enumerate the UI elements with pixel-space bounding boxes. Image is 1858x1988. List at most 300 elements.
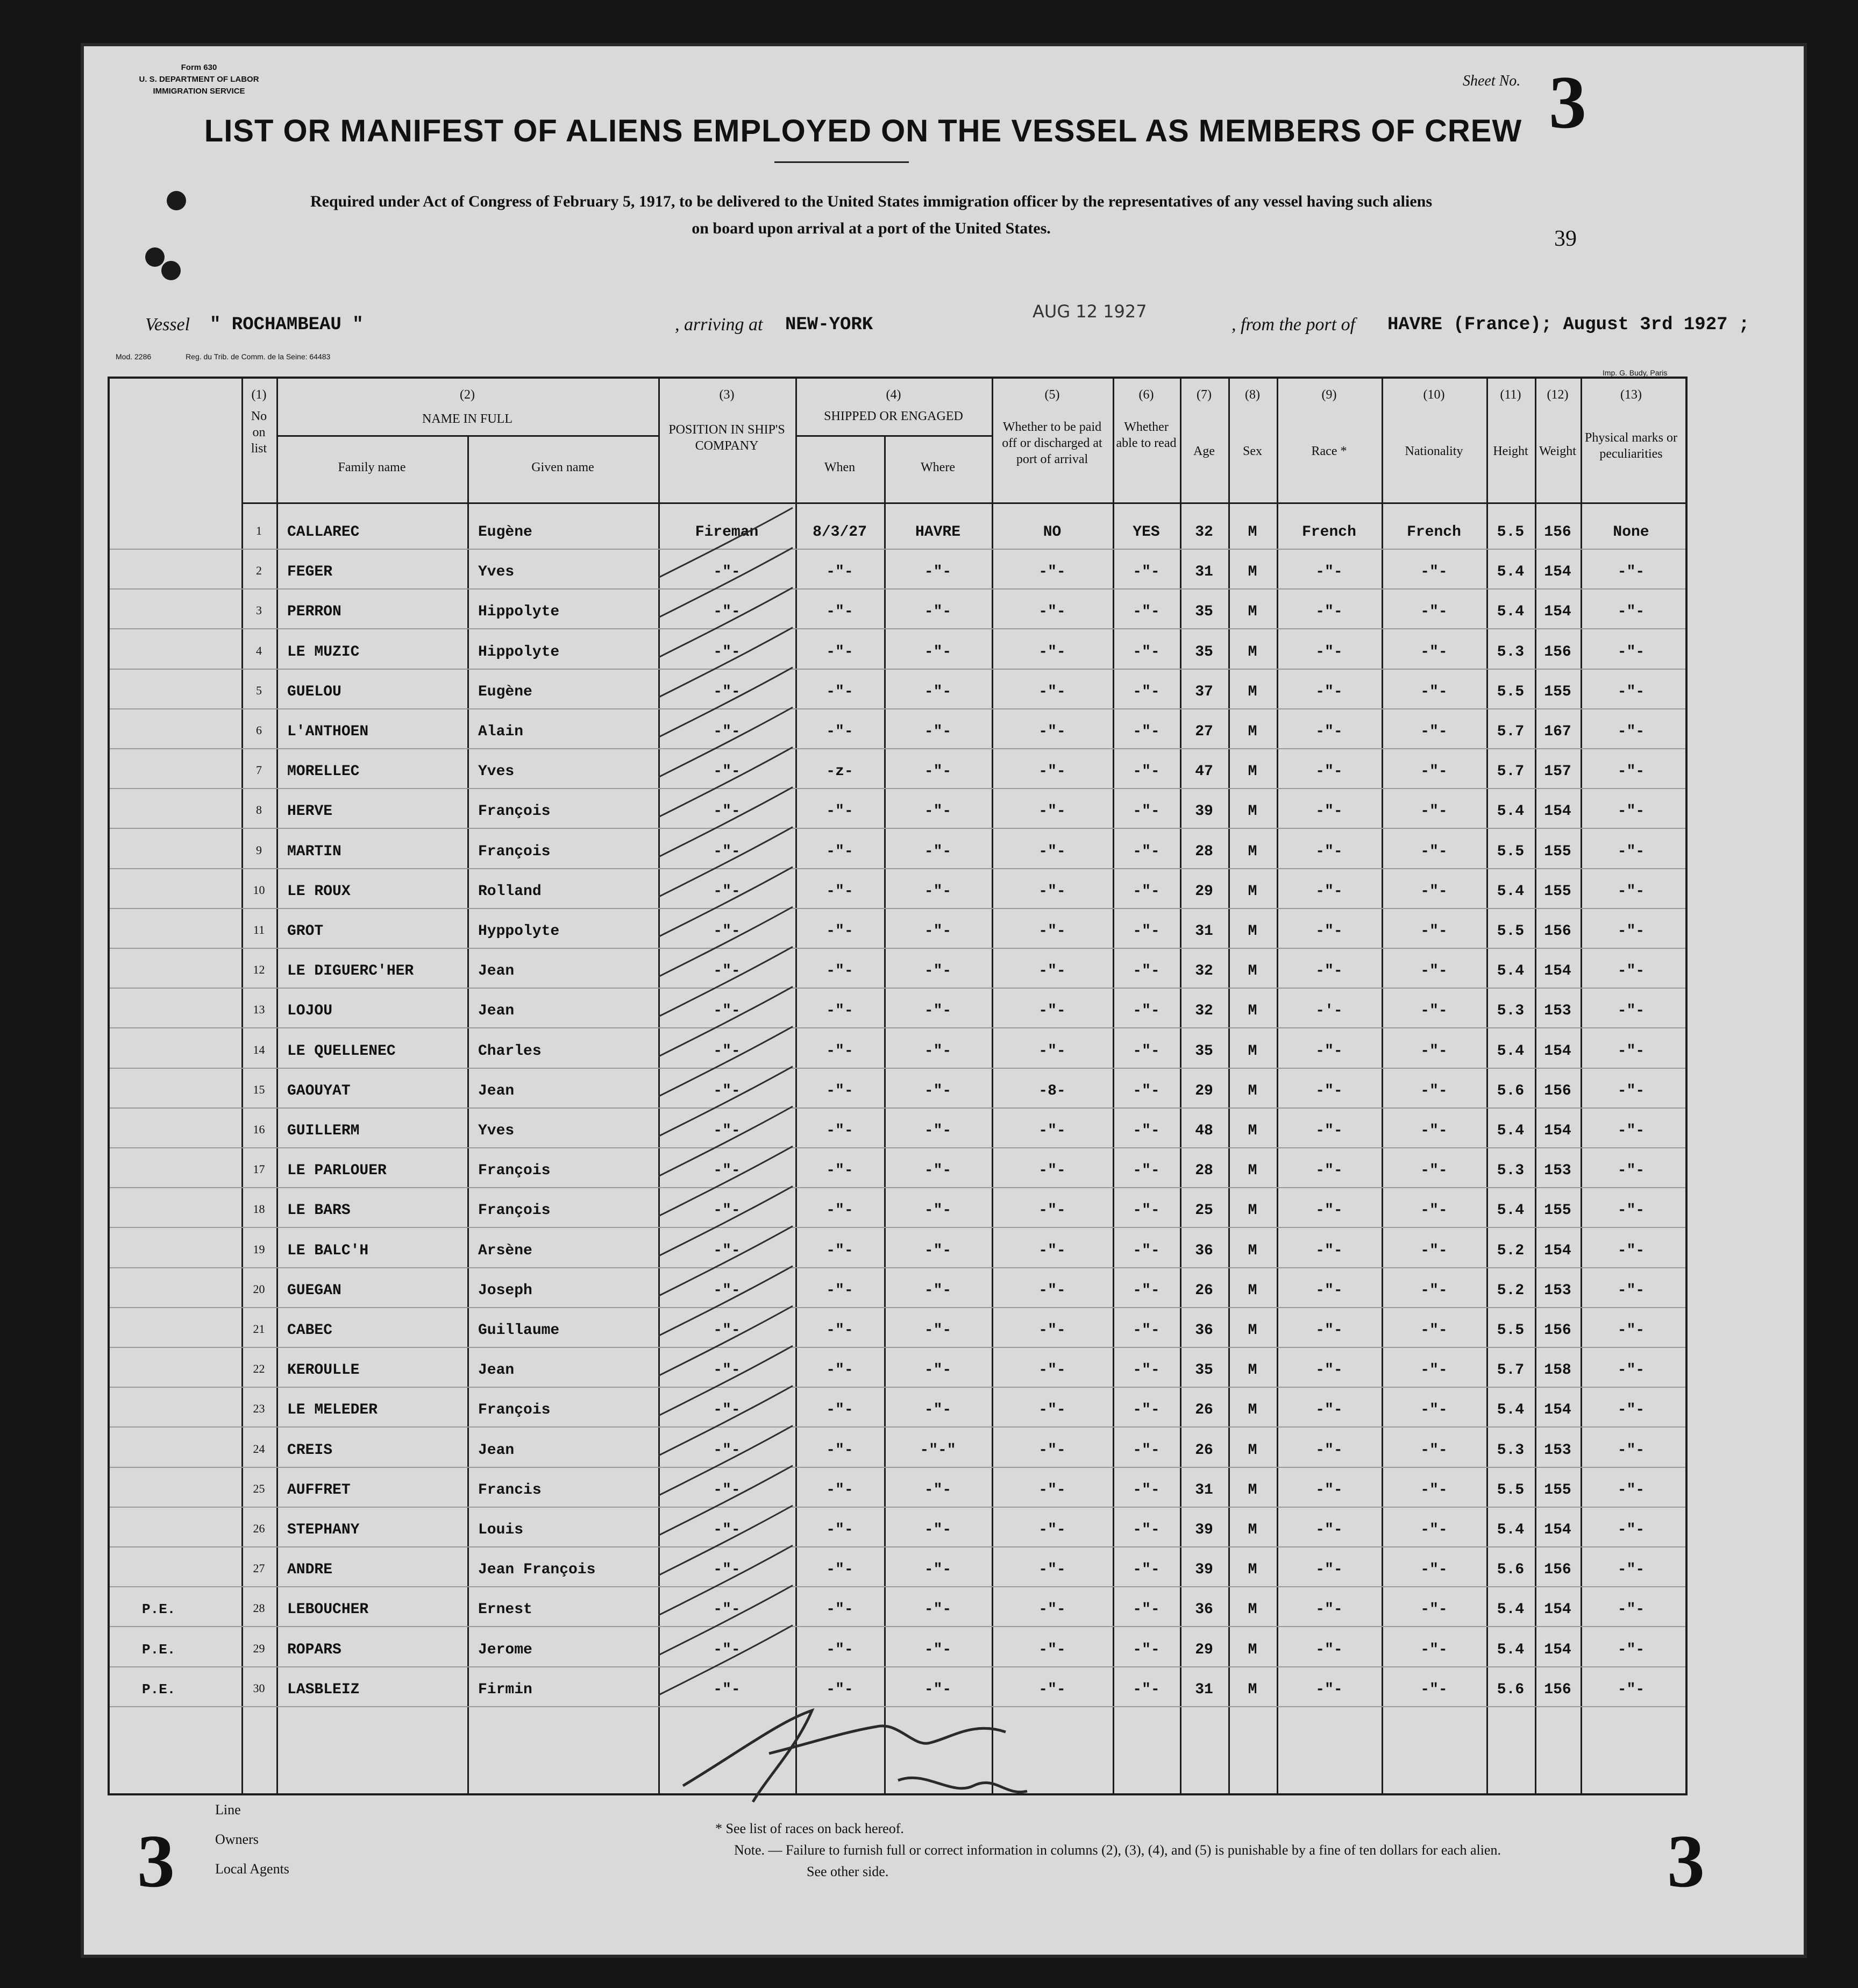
cell-weight: 155 [1544, 1481, 1571, 1499]
cell-when: -"- [826, 963, 853, 980]
cell-when: -"- [826, 803, 853, 820]
cell-given: Jean [478, 1362, 515, 1379]
cell-position: -"- [713, 604, 741, 621]
cell-given: Firmin [478, 1681, 532, 1698]
cell-family: LE BARS [287, 1202, 351, 1219]
cell-given: Alain [478, 723, 524, 740]
cell-paid: -8- [1038, 1082, 1066, 1099]
cell-nat: -"- [1420, 643, 1448, 661]
cell-age: 36 [1195, 1601, 1213, 1618]
cell-read: -"- [1133, 1601, 1160, 1618]
column-header-c2-num: (2) [460, 388, 475, 402]
cell-family: CABEC [287, 1322, 333, 1339]
column-header-c3-num: (3) [719, 388, 735, 402]
cell-paid: -"- [1038, 963, 1066, 980]
cell-read: -"- [1133, 683, 1160, 700]
cell-family: LE DIGUERC'HER [287, 963, 414, 980]
cell-read: -"- [1133, 1641, 1160, 1658]
punch-hole [145, 247, 165, 267]
cell-nat: -"- [1420, 683, 1448, 700]
cell-sex: M [1248, 1481, 1257, 1499]
cell-family: GUELOU [287, 683, 341, 700]
margin-row-rule [110, 1546, 241, 1547]
row-rule [241, 748, 1685, 749]
row-rule [241, 1586, 1685, 1587]
column-header-c8: Sex [1243, 444, 1262, 458]
cell-where: -"- [924, 1003, 952, 1020]
row-rule [241, 1267, 1685, 1268]
cell-weight: 153 [1544, 1162, 1571, 1180]
cell-nat: -"- [1420, 1242, 1448, 1259]
cell-no: 9 [256, 843, 262, 857]
cell-given: Ernest [478, 1601, 532, 1618]
cell-position: -"- [713, 643, 741, 661]
cell-nat: -"- [1420, 1402, 1448, 1419]
cell-sex: M [1248, 1162, 1257, 1180]
cell-age: 35 [1195, 643, 1213, 661]
cell-sex: M [1248, 1003, 1257, 1020]
cell-where: HAVRE [915, 524, 960, 541]
cell-paid: -"- [1038, 1442, 1066, 1459]
cell-sex: M [1248, 1082, 1257, 1099]
cell-nat: -"- [1420, 1042, 1448, 1060]
cell-paid: -"- [1038, 1362, 1066, 1379]
cell-race: -"- [1315, 1282, 1343, 1299]
cell-paid: -"- [1038, 1042, 1066, 1060]
cell-position: -"- [713, 803, 741, 820]
cell-where: -"- [924, 1042, 952, 1060]
printer-mark: Imp. G. Budy, Paris [1603, 368, 1668, 377]
cell-sex: M [1248, 923, 1257, 940]
cell-marks: -"- [1617, 1282, 1645, 1299]
cell-weight: 154 [1544, 604, 1571, 621]
cell-paid: -"- [1038, 1522, 1066, 1538]
cell-when: -"- [826, 723, 853, 740]
cell-race: -"- [1315, 1402, 1343, 1419]
cell-paid: -"- [1038, 723, 1066, 740]
cell-marks: -"- [1617, 1681, 1645, 1698]
cell-where: -"- [924, 1322, 952, 1339]
row-rule [241, 1387, 1685, 1388]
margin-row-rule [110, 588, 241, 590]
cell-sex: M [1248, 643, 1257, 661]
cell-where: -"- [924, 1242, 952, 1259]
subtitle-line-1: Required under Act of Congress of February 5, 1917, to be delivered to the United States immigration officer by the representatives of any vessel having such aliens [310, 193, 1432, 210]
cell-nat: -"- [1420, 1322, 1448, 1339]
column-header-c2b: Given name [531, 460, 594, 474]
cell-weight: 156 [1544, 923, 1571, 940]
cell-family: PERRON [287, 604, 341, 621]
cell-read: -"- [1133, 1402, 1160, 1419]
column-header-c7: Age [1193, 444, 1215, 458]
column-header-c11-num: (11) [1500, 388, 1521, 402]
line-label: Line [215, 1802, 241, 1817]
cell-marks: -"- [1617, 683, 1645, 700]
column-rule [467, 435, 469, 1793]
row-rule [241, 1666, 1685, 1667]
arrival-port: NEW-YORK [785, 315, 873, 335]
cell-height: 5.5 [1497, 1481, 1525, 1499]
cell-read: -"- [1133, 843, 1160, 860]
cell-given: Yves [478, 564, 515, 581]
departure-port-date: HAVRE (France); August 3rd 1927 ; [1387, 315, 1750, 335]
cell-weight: 156 [1544, 1082, 1571, 1099]
cell-when: -"- [826, 1522, 853, 1538]
punch-hole [161, 261, 181, 280]
cell-age: 39 [1195, 803, 1213, 820]
cell-weight: 155 [1544, 1202, 1571, 1219]
cell-age: 31 [1195, 923, 1213, 940]
mod-number: Mod. 2286 [116, 352, 152, 361]
cell-race: -"- [1315, 1362, 1343, 1379]
cell-when: -"- [826, 883, 853, 900]
cell-position: -"- [713, 1082, 741, 1099]
margin-row-rule [110, 1626, 241, 1627]
cell-given: Joseph [478, 1282, 532, 1299]
cell-race: -"- [1315, 963, 1343, 980]
cell-family: HERVE [287, 803, 333, 820]
row-rule [241, 1027, 1685, 1028]
cell-sex: M [1248, 1282, 1257, 1299]
cell-given: Jean [478, 963, 515, 980]
cell-age: 37 [1195, 683, 1213, 700]
cell-weight: 154 [1544, 1123, 1571, 1139]
cell-weight: 167 [1544, 723, 1571, 740]
cell-age: 26 [1195, 1282, 1213, 1299]
cell-sex: M [1248, 524, 1257, 541]
margin-row-rule [110, 1387, 241, 1388]
cell-sex: M [1248, 1522, 1257, 1538]
margin-row-rule [110, 1507, 241, 1508]
inspector-signature [672, 1689, 1049, 1813]
cell-age: 47 [1195, 763, 1213, 780]
cell-race: -"- [1315, 723, 1343, 740]
cell-nat: -"- [1420, 1162, 1448, 1180]
department-name: U. S. DEPARTMENT OF LABOR [139, 75, 259, 84]
cell-when: -"- [826, 643, 853, 661]
cell-paid: -"- [1038, 1123, 1066, 1139]
cell-position: -"- [713, 1042, 741, 1060]
cell-paid: -"- [1038, 1202, 1066, 1219]
cell-sex: M [1248, 1322, 1257, 1339]
cell-weight: 154 [1544, 564, 1571, 581]
cell-height: 5.4 [1497, 564, 1525, 581]
column-header-c4b: Where [921, 460, 955, 474]
cell-race: -"- [1315, 1322, 1343, 1339]
cell-family: LE ROUX [287, 883, 351, 900]
cell-position: -"- [713, 683, 741, 700]
cell-paid: -"- [1038, 1402, 1066, 1419]
cell-family: L'ANTHOEN [287, 723, 369, 740]
cell-given: Jean François [478, 1561, 596, 1579]
cell-when: -"- [826, 1601, 853, 1618]
cell-given: Jean [478, 1003, 515, 1020]
cell-read: -"- [1133, 1282, 1160, 1299]
column-header-c8-num: (8) [1245, 388, 1260, 402]
cell-height: 5.5 [1497, 524, 1525, 541]
cell-position: -"- [713, 1282, 741, 1299]
cell-marks: -"- [1617, 564, 1645, 581]
cell-nat: -"- [1420, 923, 1448, 940]
form-number: Form 630 [181, 63, 217, 72]
cell-race: -"- [1315, 1641, 1343, 1658]
cell-sex: M [1248, 604, 1257, 621]
row-rule [241, 1347, 1685, 1348]
cell-nat: -"- [1420, 1561, 1448, 1579]
cell-marks: -"- [1617, 963, 1645, 980]
cell-marks: -"- [1617, 1522, 1645, 1538]
cell-sex: M [1248, 683, 1257, 700]
cell-position: -"- [713, 1362, 741, 1379]
column-header-c1-num: (1) [251, 388, 267, 402]
cell-when: -"- [826, 1481, 853, 1499]
cell-no: 16 [253, 1123, 265, 1136]
cell-paid: NO [1043, 524, 1062, 541]
cell-no: 30 [253, 1681, 265, 1695]
cell-height: 5.4 [1497, 1522, 1525, 1538]
margin-row-rule [110, 1347, 241, 1348]
subheader-rule [795, 435, 992, 437]
cell-family: MORELLEC [287, 763, 360, 780]
cell-race: -"- [1315, 1601, 1343, 1618]
row-rule [241, 1068, 1685, 1069]
cell-given: Yves [478, 1123, 515, 1139]
cell-age: 32 [1195, 963, 1213, 980]
cell-nat: -"- [1420, 1442, 1448, 1459]
cell-weight: 154 [1544, 1402, 1571, 1419]
cell-height: 5.7 [1497, 723, 1525, 740]
column-header-c9: Race * [1311, 444, 1347, 458]
cell-sex: M [1248, 763, 1257, 780]
row-rule [241, 788, 1685, 789]
corner-sheet-number-left: 3 [137, 1820, 175, 1903]
port-label: , from the port of [1231, 315, 1356, 335]
cell-height: 5.2 [1497, 1282, 1525, 1299]
cell-sex: M [1248, 1402, 1257, 1419]
cell-where: -"- [924, 564, 952, 581]
cell-age: 31 [1195, 1681, 1213, 1698]
cell-no: 4 [256, 643, 262, 657]
cell-position: -"- [713, 1402, 741, 1419]
cell-age: 28 [1195, 1162, 1213, 1180]
row-rule [241, 588, 1685, 590]
subheader-rule [276, 435, 658, 437]
cell-height: 5.4 [1497, 883, 1525, 900]
cell-weight: 154 [1544, 1601, 1571, 1618]
cell-race: -"- [1315, 1442, 1343, 1459]
cell-weight: 156 [1544, 1681, 1571, 1698]
cell-marks: -"- [1617, 643, 1645, 661]
cell-family: GUEGAN [287, 1282, 341, 1299]
cell-given: Charles [478, 1042, 542, 1060]
cell-where: -"- [924, 1681, 952, 1698]
column-header-c7-num: (7) [1197, 388, 1212, 402]
cell-weight: 155 [1544, 883, 1571, 900]
cell-no: 25 [253, 1481, 265, 1495]
cell-where: -"- [924, 1082, 952, 1099]
cell-family: LE MUZIC [287, 643, 360, 661]
cell-height: 5.4 [1497, 1123, 1525, 1139]
cell-paid: -"- [1038, 923, 1066, 940]
cell-family: ROPARS [287, 1641, 341, 1658]
margin-row-rule [110, 908, 241, 909]
cell-position: -"- [713, 1601, 741, 1618]
cell-height: 5.4 [1497, 1042, 1525, 1060]
cell-given: François [478, 843, 551, 860]
margin-row-rule [110, 788, 241, 789]
cell-no: 29 [253, 1641, 265, 1655]
cell-paid: -"- [1038, 1641, 1066, 1658]
cell-read: -"- [1133, 564, 1160, 581]
cell-family: AUFFRET [287, 1481, 351, 1499]
cell-when: -"- [826, 1402, 853, 1419]
cell-no: 8 [256, 803, 262, 817]
cell-read: -"- [1133, 1042, 1160, 1060]
cell-where: -"- [924, 1601, 952, 1618]
cell-position: -"- [713, 1123, 741, 1139]
cell-where: -"- [924, 1202, 952, 1219]
cell-given: Eugène [478, 683, 532, 700]
cell-age: 28 [1195, 843, 1213, 860]
row-rule [241, 708, 1685, 709]
cell-age: 39 [1195, 1561, 1213, 1579]
row-rule [241, 1426, 1685, 1428]
cell-no: 12 [253, 963, 265, 977]
margin-row-rule [110, 1107, 241, 1109]
cell-weight: 155 [1544, 843, 1571, 860]
column-header-c6-num: (6) [1138, 388, 1154, 402]
cell-marks: -"- [1617, 1003, 1645, 1020]
cell-family: LOJOU [287, 1003, 333, 1020]
cell-weight: 153 [1544, 1003, 1571, 1020]
cell-no: 7 [256, 763, 262, 777]
column-header-c9-num: (9) [1321, 388, 1337, 402]
margin-row-rule [110, 1467, 241, 1468]
margin-row-rule [110, 1187, 241, 1188]
cell-family: LE PARLOUER [287, 1162, 387, 1180]
cell-read: -"- [1133, 643, 1160, 661]
cell-position: -"- [713, 1242, 741, 1259]
cell-position: -"- [713, 1481, 741, 1499]
page-title: LIST OR MANIFEST OF ALIENS EMPLOYED ON THE VESSEL AS MEMBERS OF CREW [204, 113, 1522, 148]
cell-marks: -"- [1617, 723, 1645, 740]
cell-where: -"- [924, 1362, 952, 1379]
cell-race: -"- [1315, 1681, 1343, 1698]
cell-when: -"- [826, 564, 853, 581]
cell-sex: M [1248, 564, 1257, 581]
cell-weight: 153 [1544, 1282, 1571, 1299]
cell-nat: -"- [1420, 1282, 1448, 1299]
cell-read: -"- [1133, 1003, 1160, 1020]
cell-no: 23 [253, 1402, 265, 1416]
cell-when: -"- [826, 1681, 853, 1698]
cell-paid: -"- [1038, 1481, 1066, 1499]
column-header-c11: Height [1493, 444, 1528, 458]
row-rule [241, 1507, 1685, 1508]
cell-nat: -"- [1420, 963, 1448, 980]
cell-height: 5.4 [1497, 1202, 1525, 1219]
cell-given: Francis [478, 1481, 542, 1499]
margin-row-rule [110, 868, 241, 869]
cell-weight: 154 [1544, 1042, 1571, 1060]
cell-age: 31 [1195, 1481, 1213, 1499]
cell-age: 31 [1195, 564, 1213, 581]
cell-position: -"- [713, 923, 741, 940]
cell-weight: 156 [1544, 1561, 1571, 1579]
cell-given: Yves [478, 763, 515, 780]
subtitle-line-2: on board upon arrival at a port of the United States. [692, 219, 1051, 237]
cell-given: Hyppolyte [478, 923, 560, 940]
column-header-c6: Whether able to read [1116, 420, 1177, 450]
row-rule [241, 628, 1685, 629]
column-header-c2: NAME IN FULL [422, 412, 512, 426]
cell-read: -"- [1133, 883, 1160, 900]
cell-race: -"- [1315, 843, 1343, 860]
cell-sex: M [1248, 1442, 1257, 1459]
cell-when: -"- [826, 1362, 853, 1379]
cell-race: -"- [1315, 564, 1343, 581]
cell-given: Jean [478, 1082, 515, 1099]
table-grid [241, 379, 1685, 1793]
cell-nat: -"- [1420, 843, 1448, 860]
cell-given: Arsène [478, 1242, 532, 1259]
cell-when: -"- [826, 1282, 853, 1299]
cell-nat: -"- [1420, 1601, 1448, 1618]
column-rule [884, 435, 886, 1793]
corner-sheet-number-right: 3 [1667, 1820, 1705, 1903]
cell-age: 35 [1195, 1362, 1213, 1379]
cell-where: -"- [924, 1282, 952, 1299]
cell-family: ANDRE [287, 1561, 333, 1579]
cell-race: -"- [1315, 1082, 1343, 1099]
cell-height: 5.4 [1497, 604, 1525, 621]
cell-when: -"- [826, 1123, 853, 1139]
cell-given: Guillaume [478, 1322, 560, 1339]
cell-nat: -"- [1420, 1123, 1448, 1139]
cell-nat: -"- [1420, 1681, 1448, 1698]
cell-nat: -"- [1420, 1522, 1448, 1538]
sheet-number: 3 [1549, 61, 1586, 144]
cell-given: François [478, 803, 551, 820]
cell-race: -"- [1315, 1123, 1343, 1139]
cell-given: Rolland [478, 883, 542, 900]
cell-no: 28 [253, 1601, 265, 1615]
vessel-label: Vessel [145, 315, 190, 335]
cell-no: 13 [253, 1003, 265, 1017]
cell-paid: -"- [1038, 843, 1066, 860]
cell-position: -"- [713, 564, 741, 581]
cell-sex: M [1248, 963, 1257, 980]
cell-height: 5.5 [1497, 1322, 1525, 1339]
cell-given: Eugène [478, 524, 532, 541]
cell-height: 5.4 [1497, 1402, 1525, 1419]
cell-age: 39 [1195, 1522, 1213, 1538]
cell-nat: -"- [1420, 803, 1448, 820]
cell-height: 5.4 [1497, 1641, 1525, 1658]
cell-position: Fireman [695, 524, 759, 541]
cell-marks: -"- [1617, 843, 1645, 860]
cell-sex: M [1248, 1641, 1257, 1658]
cell-nat: -"- [1420, 883, 1448, 900]
cell-age: 36 [1195, 1322, 1213, 1339]
cell-race: -"- [1315, 883, 1343, 900]
cell-height: 5.6 [1497, 1082, 1525, 1099]
cell-where: -"- [924, 723, 952, 740]
column-header-c12: Weight [1539, 444, 1576, 458]
cell-read: YES [1133, 524, 1160, 541]
cell-age: 25 [1195, 1202, 1213, 1219]
cell-weight: 153 [1544, 1442, 1571, 1459]
